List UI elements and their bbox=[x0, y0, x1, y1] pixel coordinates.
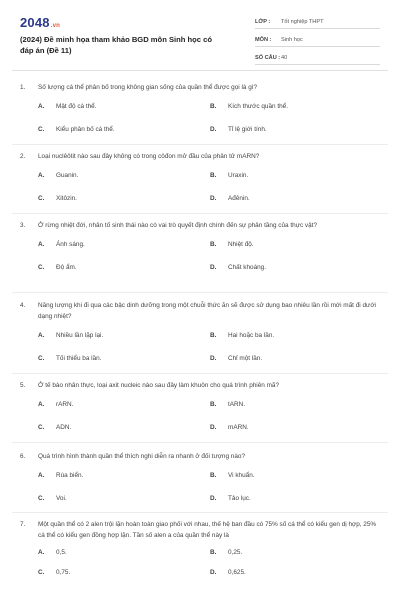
option-letter: A. bbox=[38, 401, 45, 408]
options bbox=[20, 472, 380, 514]
option-a[interactable] bbox=[38, 549, 67, 556]
option-c[interactable] bbox=[38, 569, 70, 576]
site-logo[interactable] bbox=[20, 15, 60, 30]
option-letter: D. bbox=[210, 569, 217, 576]
question-text: Quá trình hình thành quần thể thích nghi diễn ra nhanh ở đối tượng nào? bbox=[38, 453, 246, 460]
meta-row-class bbox=[255, 16, 380, 29]
option-text: Xitôzin. bbox=[56, 195, 77, 202]
option-b[interactable] bbox=[210, 472, 255, 479]
option-d[interactable] bbox=[210, 424, 249, 431]
meta-key: LỚP : bbox=[255, 19, 271, 25]
option-letter: C. bbox=[38, 195, 45, 202]
question-divider bbox=[12, 442, 388, 443]
option-letter: C. bbox=[38, 424, 45, 431]
logo-main: 2048 bbox=[20, 15, 50, 30]
document-title: (2024) Đề minh họa tham khảo BGD môn Sinh học có đáp án (Đề 11) bbox=[20, 35, 212, 55]
question-text: Ở rừng nhiệt đới, nhân tố sinh thái nào có vai trò quyết định chính đến sự phân tầng của thực vật? bbox=[38, 222, 318, 229]
question-text: Năng lượng khi đi qua các bậc dinh dưỡng trong một chuỗi thức ăn sẽ được sử dụng bao nhiêu lần rồi mới mất đi dưới dạng nhiệt? bbox=[38, 302, 376, 320]
option-text: Nhiệt độ. bbox=[228, 241, 254, 248]
option-b[interactable] bbox=[210, 401, 245, 408]
option-text: mARN. bbox=[228, 424, 249, 431]
option-d[interactable] bbox=[210, 126, 267, 133]
option-b[interactable] bbox=[210, 332, 274, 339]
option-b[interactable] bbox=[210, 549, 242, 556]
logo-suffix: .vn bbox=[50, 23, 61, 29]
option-text: Nhiều lần lặp lại. bbox=[56, 332, 104, 339]
option-letter: A. bbox=[38, 472, 45, 479]
option-letter: C. bbox=[38, 126, 45, 133]
option-text: ADN. bbox=[56, 424, 72, 431]
option-letter: B. bbox=[210, 401, 217, 408]
option-letter: C. bbox=[38, 495, 45, 502]
option-text: rARN. bbox=[56, 401, 74, 408]
option-text: Chất khoáng. bbox=[228, 264, 267, 271]
meta-value: Tốt nghiệp THPT bbox=[281, 19, 324, 25]
option-text: Độ ẩm. bbox=[56, 264, 77, 271]
option-letter: D. bbox=[210, 424, 217, 431]
option-c[interactable] bbox=[38, 424, 71, 431]
meta-panel bbox=[255, 16, 380, 70]
question-divider bbox=[12, 292, 388, 293]
question-number: 4. bbox=[20, 302, 26, 309]
option-letter: A. bbox=[38, 549, 45, 556]
option-a[interactable] bbox=[38, 472, 83, 479]
option-text: Ađênin. bbox=[228, 195, 250, 202]
option-text: Vi khuẩn. bbox=[228, 472, 255, 479]
option-text: 0,5. bbox=[56, 549, 67, 556]
question-number: 1. bbox=[20, 84, 26, 91]
meta-row-count bbox=[255, 52, 380, 65]
option-text: Uraxin. bbox=[228, 172, 249, 179]
option-text: Tỉ lệ giới tính. bbox=[228, 126, 267, 133]
question-text: Số lượng cá thể phân bố trong không gian sống của quần thể được gọi là gì? bbox=[38, 84, 258, 91]
question-block bbox=[20, 82, 380, 145]
option-a[interactable] bbox=[38, 401, 73, 408]
option-b[interactable] bbox=[210, 172, 248, 179]
option-text: 0,25. bbox=[228, 549, 243, 556]
option-letter: A. bbox=[38, 241, 45, 248]
option-text: 0,75. bbox=[56, 569, 71, 576]
option-text: Mật độ cá thể. bbox=[56, 103, 97, 110]
option-text: tARN. bbox=[228, 401, 246, 408]
option-a[interactable] bbox=[38, 172, 78, 179]
option-b[interactable] bbox=[210, 241, 254, 248]
header-divider bbox=[12, 70, 388, 71]
option-d[interactable] bbox=[210, 495, 251, 502]
option-a[interactable] bbox=[38, 332, 103, 339]
meta-row-subject bbox=[255, 34, 380, 47]
option-d[interactable] bbox=[210, 355, 262, 362]
option-letter: C. bbox=[38, 355, 45, 362]
option-text: Guanin. bbox=[56, 172, 79, 179]
option-text: Tảo lục. bbox=[228, 495, 251, 502]
option-c[interactable] bbox=[38, 195, 77, 202]
question-text: Loại nuclêôtit nào sau đây không có trong côđon mở đầu của phân tử mARN? bbox=[38, 153, 260, 160]
options bbox=[20, 549, 380, 591]
meta-key: MÔN : bbox=[255, 37, 272, 43]
option-c[interactable] bbox=[38, 126, 115, 133]
option-a[interactable] bbox=[38, 103, 97, 110]
option-d[interactable] bbox=[210, 195, 250, 202]
option-d[interactable] bbox=[210, 569, 246, 576]
options bbox=[20, 172, 380, 214]
question-number: 2. bbox=[20, 153, 26, 160]
option-letter: D. bbox=[210, 195, 217, 202]
option-text: Kiểu phân bố cá thể. bbox=[56, 126, 115, 133]
question-block bbox=[20, 451, 380, 514]
question-divider bbox=[12, 213, 388, 214]
question-block bbox=[20, 519, 380, 591]
question-number: 3. bbox=[20, 222, 26, 229]
question-number: 5. bbox=[20, 382, 26, 389]
option-letter: B. bbox=[210, 332, 217, 339]
meta-value: Sinh học bbox=[281, 37, 303, 43]
options bbox=[20, 401, 380, 443]
question-text: Ở tế bào nhân thực, loại axit nucleic nào sau đây làm khuôn cho quá trình phiên mã? bbox=[38, 382, 280, 389]
option-b[interactable] bbox=[210, 103, 288, 110]
option-text: Voi. bbox=[56, 495, 67, 502]
question-divider bbox=[12, 144, 388, 145]
option-text: 0,625. bbox=[228, 569, 246, 576]
options bbox=[20, 332, 380, 374]
question-number: 6. bbox=[20, 453, 26, 460]
question-block bbox=[20, 300, 380, 374]
option-letter: B. bbox=[210, 241, 217, 248]
option-c[interactable] bbox=[38, 264, 77, 271]
option-text: Rùa biển. bbox=[56, 472, 84, 479]
option-text: Ánh sáng. bbox=[56, 241, 85, 248]
option-letter: D. bbox=[210, 355, 217, 362]
question-number: 7. bbox=[20, 521, 26, 528]
meta-value: 40 bbox=[281, 55, 288, 61]
option-letter: B. bbox=[210, 103, 217, 110]
question-block bbox=[20, 380, 380, 443]
option-letter: D. bbox=[210, 495, 217, 502]
options bbox=[20, 241, 380, 283]
option-a[interactable] bbox=[38, 241, 85, 248]
question-text: Một quần thể có 2 alen trội lặn hoàn toàn giao phối với nhau, thế hệ ban đầu có 75% số cá thể có kiểu gen dị hợp, 25% cá thể có kiểu gen đồng hợp lặn. Tần số alen a của quần thể này là bbox=[38, 521, 377, 539]
option-letter: A. bbox=[38, 172, 45, 179]
option-text: Hai hoặc ba lần. bbox=[228, 332, 275, 339]
question-divider bbox=[12, 373, 388, 374]
option-c[interactable] bbox=[38, 495, 67, 502]
option-letter: A. bbox=[38, 103, 45, 110]
option-letter: B. bbox=[210, 472, 217, 479]
option-d[interactable] bbox=[210, 264, 266, 271]
option-text: Chỉ một lần. bbox=[228, 355, 263, 362]
option-letter: B. bbox=[210, 549, 217, 556]
option-letter: C. bbox=[38, 569, 45, 576]
meta-key: SỐ CÂU : bbox=[255, 55, 281, 61]
option-letter: D. bbox=[210, 264, 217, 271]
option-letter: B. bbox=[210, 172, 217, 179]
options bbox=[20, 103, 380, 145]
option-text: Kích thước quần thể. bbox=[228, 103, 288, 110]
option-letter: C. bbox=[38, 264, 45, 271]
question-block bbox=[20, 151, 380, 214]
option-c[interactable] bbox=[38, 355, 101, 362]
option-letter: D. bbox=[210, 126, 217, 133]
option-text: Tối thiểu ba lần. bbox=[56, 355, 102, 362]
option-letter: A. bbox=[38, 332, 45, 339]
question-divider bbox=[12, 512, 388, 513]
question-block bbox=[20, 220, 380, 283]
